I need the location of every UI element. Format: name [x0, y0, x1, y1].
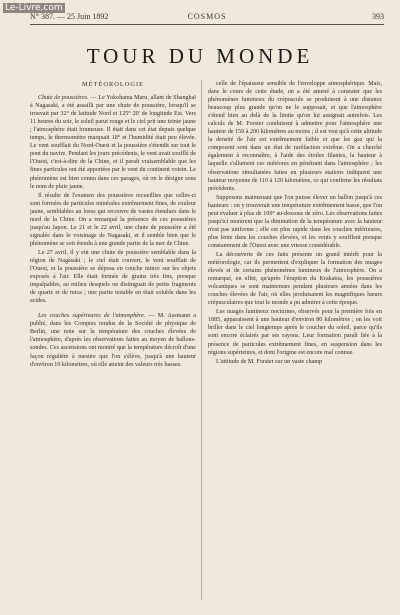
page-number: 393 — [372, 12, 384, 21]
header-rule — [30, 24, 384, 25]
left-column — [30, 80, 196, 600]
article-text: — M. Assmann a publié, dans les Comptes rendus de la Société de physique de Berlin, une note sur la température des couches élevées de l'atmosphère, d'après les observations faites au moyen de ballons-sondes. Ces ascensions ont montré que la température décroît d'une façon régulière à mesure que l'on s'élève, jusqu'à une hauteur d'environ 10 kilomètres, où elle atteint des valeurs très basses. — [30, 313, 196, 368]
article-paragraph: La découverte de ces faits présente un grand intérêt pour la météorologie, car ils permettent d'expliquer la formation des nuages élevés et de certains phénomènes lumineux de l'atmosphère. On a remarqué, en effet, qu'après l'éruption du Krakatoa, les poussières volcaniques se sont maintenues pendant plusieurs années dans les couches élevées de l'air, où elles produisaient les magnifiques lueurs crépusculaires que tout le monde a pu admirer à cette époque. — [208, 251, 382, 307]
column-divider — [201, 80, 202, 600]
article-paragraph — [30, 312, 196, 368]
issue-date: N° 387. — 25 Juin 1892 — [30, 12, 109, 21]
right-column — [208, 80, 382, 605]
article-paragraph: Supposons maintenant que l'on puisse élever un ballon jusqu'à ces hauteurs : on y trouverait une température extrêmement basse, que l'on peut évaluer à plus de 100° au-dessous de zéro. Les observations faites jusqu'ici montrent que la diminution de la température avec la hauteur n'est pas uniforme ; elle est plus rapide dans les couches inférieures, plus lente dans les couches élevées, et les vents y soufflent presque constamment de l'Ouest avec une vitesse considérable. — [208, 194, 382, 249]
article-subtitle: Chute de poussières. — [38, 95, 89, 102]
article-paragraph: Il résulte de l'examen des poussières recueillies que celles-ci sont formées de particules minérales extrêmement fines, de couleur jaune, semblables au loess qui recouvre de vastes étendues dans le nord de la Chine. On a remarqué la présence de ces poussières jusqu'au Japon. Le 21 et le 22 avril, une chute de poussière a été signalée dans le voisinage de Nagasaki, et il semble bien que le phénomène se soit étendu à une grande partie de la mer de Chine. — [30, 192, 196, 247]
page-title: TOUR DU MONDE — [86, 44, 314, 68]
running-head — [30, 12, 384, 24]
journal-name: COSMOS — [187, 12, 227, 21]
article-subtitle: Les couches supérieures de l'atmosphère. — [38, 313, 146, 320]
article-paragraph — [30, 94, 196, 191]
article-paragraph: Les nuages lumineux nocturnes, observés pour la première fois en 1885, apparaissent à une hauteur d'environ 80 kilomètres ; on les voit briller dans le ciel longtemps après le coucher du soleil, parce qu'ils sont encore éclairés par ses rayons. Leur formation paraît liée à la présence de particules extrêmement fines, en suspension dans les régions supérieures, et dont l'origine est encore mal connue. — [208, 309, 382, 356]
article-paragraph: celle de l'épaisseur sensible de l'enveloppe atmosphérique. Mais, dans le cours de cette étude, on a été amené à constater que les phénomènes lumineux du crépuscule se produisent à une distance beaucoup plus grande qu'on ne le supposait, et que l'atmosphère s'étend bien au delà de la limite qu'on lui assignait autrefois. Les calculs de M. Forster conduisent à admettre pour l'atmosphère une hauteur de 150 à 200 kilomètres au moins ; il est vrai qu'à cette altitude la densité de l'air est extrêmement faible et que les gaz qui la composent sont dans un état de raréfaction extrême. On a cherché également à reconnaître, à l'aide des étoiles filantes, la hauteur à laquelle s'allument ces météores en pénétrant dans l'atmosphère ; les observations simultanées faites en plusieurs stations indiquent une hauteur moyenne de 110 à 120 kilomètres, ce qui confirme les résultats précédents. — [208, 81, 382, 192]
article-paragraph: Le 27 avril, il y eut une chute de poussière semblable dans la région de Nagasaki ; le ciel était couvert, le vent soufflait de l'Ouest, et la poussière se déposa en couche mince sur les objets exposés à l'air. Elle était formée de grains très fins, presque impalpables, au milieu desquels on distinguait de petits fragments de quartz et de mica ; une partie notable en était soluble dans les acides. — [30, 249, 196, 305]
watermark: Le-Livre.com — [5, 3, 63, 13]
section-title: MÉTÉOROLOGIE — [81, 81, 145, 88]
article-text: — Le Yokohama Maru, allant de Shanghaï à Nagasaki, a été assailli par une chute de poussière, lorsqu'il se trouvait par 32° de latitude Nord et 125° 20' de longitude Est. Vers 11 heures du soir, le soleil parut rouge et le ciel prit une teinte jaune ; l'atmosphère était brumeuse. Il était dans cet état depuis quelque temps, le thermomètre marquait 18° et l'humidité était peu élevée. Le vent soufflait du Nord-Ouest et la poussière s'étendit sur tout le pont du navire. Pendant les jours précédents, le vent avait soufflé de l'Ouest, c'est-à-dire de la Chine, et il paraît vraisemblable que les fines particules ont été apportées par le vent du continent voisin. Le phénomène est bien connu dans ces parages, où on le désigne sous le nom de pluie jaune. — [30, 95, 196, 190]
article-paragraph: L'attitude de M. Forster sur un vaste champ — [216, 358, 323, 365]
